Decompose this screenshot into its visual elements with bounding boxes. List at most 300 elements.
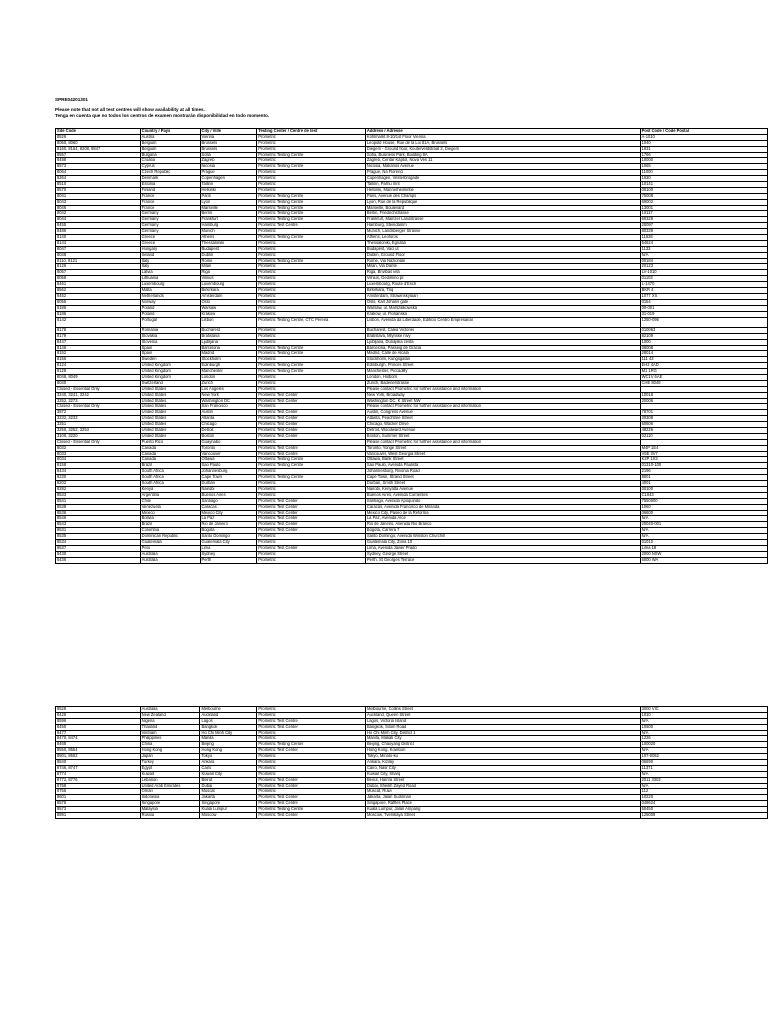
table-cell: 8156 [56, 357, 141, 363]
table-cell: United States [140, 416, 200, 422]
table-cell: Vilnius [200, 276, 257, 282]
table-cell: Prometric [257, 492, 366, 498]
table-cell: 7550000 [640, 498, 767, 504]
table-cell: Prometric [257, 481, 366, 487]
table-cell: 8064 [56, 170, 141, 176]
table-cell: Colombia [140, 528, 200, 534]
table-cell: 8550, 8554 [56, 748, 141, 754]
table-cell: 8461 [56, 282, 141, 288]
table-cell: Ottawa [200, 457, 257, 463]
table-cell: N/A [640, 783, 767, 789]
table-cell: Prometric [257, 339, 366, 345]
table-cell: Chicago, Wacker Drive [365, 422, 640, 428]
table-cell: United States [140, 410, 200, 416]
table-cell: 125009 [640, 813, 767, 819]
table-cell: Dublin [200, 252, 257, 258]
table-cell: 8230 [56, 475, 141, 481]
table-cell: Cape Town, Strand Street [365, 475, 640, 481]
table-cell: Auckland, Queen Street [365, 712, 640, 718]
table-cell: Rio de Janeiro, Avenida Rio Branco [365, 522, 640, 528]
table-cell: 20040-001 [640, 522, 767, 528]
table-cell: France [140, 199, 200, 205]
table-cell: Prometric Test Center [257, 428, 366, 434]
table-cell: Please contact Prometric for further assistance and information [365, 386, 640, 392]
table-cell: 8533 [56, 492, 141, 498]
table-cell: Prometric [257, 305, 366, 311]
table-cell: 8202 [56, 481, 141, 487]
table-cell: Prometric Testing Centre [257, 258, 366, 264]
table-cell: Dubai, Sheikh Zayed Road [365, 783, 640, 789]
table-cell: 20097 [640, 223, 767, 229]
table-cell: 8477 [56, 730, 141, 736]
table-cell: United Kingdom [140, 363, 200, 369]
table-cell: Croatia [140, 158, 200, 164]
table-cell: Cape Town [200, 475, 257, 481]
table-cell: Lyon, Rue de la Republique [365, 199, 640, 205]
table-cell: 8001 [640, 475, 767, 481]
table-cell: 78701 [640, 410, 767, 416]
table-cell: United Arab Emirates [140, 783, 200, 789]
table-cell: LV-1010 [640, 270, 767, 276]
table-cell: Cyprus [140, 164, 200, 170]
table-cell: 4001 [640, 481, 767, 487]
table-cell: Lagos [200, 718, 257, 724]
table-cell: Estonia [140, 182, 200, 188]
table-cell: 30308 [640, 416, 767, 422]
table-cell: 010063 [640, 327, 767, 333]
table-cell: Luxembourg, Route d'Esch [365, 282, 640, 288]
table-cell: 8042 [56, 211, 141, 217]
table-cell: 10117 [640, 211, 767, 217]
table-cell: London, Holborn [365, 375, 640, 381]
availability-note-es: Tenga en cuenta que no todos los centros de examen mostrarán disponibilidad en todo momento. [55, 113, 270, 118]
table-cell: United States [140, 433, 200, 439]
table-cell: Brazil [140, 522, 200, 528]
table-cell: United States [140, 422, 200, 428]
table-cell: Prometric [257, 557, 366, 563]
table-cell: Prometric Test Center [257, 813, 366, 819]
table-cell: United States [140, 386, 200, 392]
table-cell: Prometric Testing Centre [257, 457, 366, 463]
table-cell: Buenos Aires [200, 492, 257, 498]
table-cell: Lisbon [200, 317, 257, 327]
table-cell: 01310-100 [640, 463, 767, 469]
table-cell: Austria [140, 134, 200, 140]
table-cell: Ottawa, Bank Street [365, 457, 640, 463]
table-cell: Prometric Test Center [257, 392, 366, 398]
table-cell: Helsinki, Mannerheimintie [365, 187, 640, 193]
document-header [55, 97, 269, 119]
table-cell: France [140, 193, 200, 199]
table-cell: 8543 [56, 522, 141, 528]
column-header: Address / Adresse [365, 129, 640, 135]
table-cell: Muscat [200, 789, 257, 795]
table-cell: Puerto Rico [140, 439, 200, 445]
table-cell: Australia [140, 551, 200, 557]
table-cell: Prometric [257, 282, 366, 288]
table-cell: Zagreb, Centar Kaptol, Nova Ves 11 [365, 158, 640, 164]
table-cell: Venezuela [140, 504, 200, 510]
table-cell: 8043 [56, 199, 141, 205]
column-header: City / Ville [200, 129, 257, 135]
table-cell: 8146 [56, 345, 141, 351]
table-cell: Chile [140, 498, 200, 504]
table-cell: 60329 [640, 217, 767, 223]
table-cell: Bangkok, Silom Road [365, 724, 640, 730]
table-cell: Prometric Test Center [257, 777, 366, 783]
table-cell: Jakarta, Jalan Sudirman [365, 795, 640, 801]
table-cell: Prometric Test Center [257, 748, 366, 754]
table-cell: 8048 [56, 252, 141, 258]
table-cell: Switzerland [140, 380, 200, 386]
table-cell: Prometric [257, 712, 366, 718]
table-cell: Zagreb [200, 158, 257, 164]
table-cell: 8047 [56, 246, 141, 252]
table-cell: 3250, 3252, 3253 [56, 428, 141, 434]
table-cell: 8601 [56, 795, 141, 801]
table-cell: Prometric Test Center [257, 795, 366, 801]
table-cell: 1620 [640, 176, 767, 182]
table-cell: Caracas [200, 504, 257, 510]
table-cell: 8758 [56, 783, 141, 789]
table-cell: 00100 [640, 187, 767, 193]
table-cell: China [140, 742, 200, 748]
table-cell: 2011 3302 [640, 777, 767, 783]
table-cell: 048624 [640, 801, 767, 807]
table-cell: United States [140, 398, 200, 404]
table-cell: Prometric [257, 771, 366, 777]
table-cell: 8434 [56, 469, 141, 475]
table-cell: N/A [640, 748, 767, 754]
table-cell: Nicosia [200, 164, 257, 170]
table-cell: 8264 [56, 176, 141, 182]
table-cell: 10220 [640, 795, 767, 801]
table-cell: 1226 [640, 736, 767, 742]
table-cell: Austin, Congress Avenue [365, 410, 640, 416]
table-cell: Prometric [257, 240, 366, 246]
table-cell: 8573 [56, 164, 141, 170]
table-cell: Prometric [257, 754, 366, 760]
table-cell: 8452 [56, 293, 141, 299]
table-cell: Nicosia, Makarios Avenue [365, 164, 640, 170]
table-cell: 8486 [56, 229, 141, 235]
table-cell: New York, Broadway [365, 392, 640, 398]
table-cell: Sydney, George Street [365, 551, 640, 557]
table-cell: Prometric [257, 158, 366, 164]
table-cell: Manila, Makati City [365, 736, 640, 742]
table-cell: 8426 [56, 712, 141, 718]
table-cell: Germany [140, 229, 200, 235]
table-cell: Sofia [200, 152, 257, 158]
table-cell: Kuala Lumpur [200, 807, 257, 813]
table-cell: Prometric Testing Centre [257, 164, 366, 170]
table-cell: Rome, Via Nazionale [365, 258, 640, 264]
table-cell: 50450 [640, 807, 767, 813]
column-header: Testing Center / Centre de test [257, 129, 366, 135]
table-cell: 60606 [640, 422, 767, 428]
table-cell: Beirut [200, 777, 257, 783]
table-cell: Bratislava, Mlynske nivy [365, 333, 640, 339]
table-cell: Poland [140, 305, 200, 311]
table-cell: Prometric Testing Centre, CTC Pereira [257, 317, 366, 327]
table-cell: 8044 [56, 217, 141, 223]
table-cell: Rome [200, 258, 257, 264]
table-cell: Prometric [257, 439, 366, 445]
table-cell: Prometric [257, 386, 366, 392]
table-cell: Russia [140, 813, 200, 819]
table-cell: Leopold House, Rue de la Loi 81A, Brussels [365, 140, 640, 146]
table-cell: Turkey [140, 760, 200, 766]
table-cell: Boston [200, 433, 257, 439]
table-cell: La Paz [200, 516, 257, 522]
table-row [56, 813, 768, 819]
table-cell: Prague [200, 170, 257, 176]
table-cell: Germany [140, 217, 200, 223]
table-cell: Santiago [200, 498, 257, 504]
table-cell: Prometric [257, 551, 366, 557]
table-cell: 3240, 3241, 3242 [56, 392, 141, 398]
table-cell: 3251 [56, 422, 141, 428]
table-cell: Lima [200, 545, 257, 551]
table-cell: Tokyo, Minato-ku [365, 754, 640, 760]
table-cell: Prometric Test Center [257, 433, 366, 439]
table-cell: Italy [140, 264, 200, 270]
table-cell: Hong Kong [140, 748, 200, 754]
table-cell: Bulgaria [140, 152, 200, 158]
table-cell: Sydney [200, 551, 257, 557]
table-cell: Durban, Smith Street [365, 481, 640, 487]
table-cell: Copenhagen, Vesterbrogade [365, 176, 640, 182]
table-cell: 10500 [640, 724, 767, 730]
table-cell: 20006 [640, 398, 767, 404]
table-cell: Prometric [257, 730, 366, 736]
table-cell: 54624 [640, 240, 767, 246]
table-cell: Nairobi, Kenyatta Avenue [365, 486, 640, 492]
table-cell: 06600 [640, 510, 767, 516]
table-cell: 02110 [640, 433, 767, 439]
table-cell: Zurich [200, 380, 257, 386]
table-cell: 8541 [56, 498, 141, 504]
table-cell: 00100 [640, 486, 767, 492]
table-cell: Brussels [200, 140, 257, 146]
table-cell: Prometric Test Centre [257, 451, 366, 457]
table-cell: 1040 [640, 140, 767, 146]
table-cell: Prometric Test Center [257, 416, 366, 422]
table-cell: 8057 [56, 270, 141, 276]
table-cell: Durban [200, 481, 257, 487]
table-cell: 8531 [56, 528, 141, 534]
table-cell: Closed - Essential Only [56, 404, 141, 410]
table-cell: 8046 [56, 205, 141, 211]
table-cell: Milan, Via Dante [365, 264, 640, 270]
table-cell: Kenya [140, 486, 200, 492]
table-cell: 8575 [56, 801, 141, 807]
table-cell: Kuala Lumpur, Jalan Ampang [365, 807, 640, 813]
table-cell: Kohlmarkt 8-10/1st Floor Vienna [365, 134, 640, 140]
table-cell: Please contact Prometric for further assistance and information [365, 404, 640, 410]
table-cell: Riga [200, 270, 257, 276]
table-cell: 1010 [640, 712, 767, 718]
table-cell: Brussels [200, 146, 257, 152]
table-cell: Riga, Brivibas iela [365, 270, 640, 276]
test-centres-table [55, 128, 768, 564]
table-cell: 11526 [640, 235, 767, 241]
table-cell: Canada [140, 451, 200, 457]
table-cell: Vancouver, West Georgia Street [365, 451, 640, 457]
table-cell: 8033 [56, 451, 141, 457]
table-cell: 111 43 [640, 357, 767, 363]
table-cell: V6E 3V7 [640, 451, 767, 457]
table-cell: 8142 [56, 317, 141, 327]
table-cell: 1077 XX [640, 293, 767, 299]
table-cell: Prometric [257, 789, 366, 795]
table-cell: 8055 [56, 299, 141, 305]
table-cell: 8041 [56, 193, 141, 199]
table-cell: 8126 [56, 264, 141, 270]
table-cell: Berlin, Friedrichstrasse [365, 211, 640, 217]
table-cell: Czech Republic [140, 170, 200, 176]
table-cell: Melbourne, Collins Street [365, 707, 640, 713]
table-cell: Boston, Summer Street [365, 433, 640, 439]
table-cell: 8140 [56, 235, 141, 241]
table-cell: 3252, 3273 [56, 398, 141, 404]
table-cell: 31-019 [640, 311, 767, 317]
table-cell: Egypt [140, 765, 200, 771]
table-cell: Prometric [257, 140, 366, 146]
table-cell: Prometric [257, 357, 366, 363]
table-cell: Ankara [200, 760, 257, 766]
table-cell: 82109 [640, 333, 767, 339]
table-cell: 8034 [56, 457, 141, 463]
table-cell: Beijing, Chaoyang District [365, 742, 640, 748]
table-cell: N/A [640, 771, 767, 777]
table-cell: 00184 [640, 258, 767, 264]
table-cell: Johannesburg [200, 469, 257, 475]
table-cell: Prometric [257, 469, 366, 475]
table-cell: Slovakia [140, 333, 200, 339]
table-cell: Budapest [200, 246, 257, 252]
table-cell: Prometric Test Center [257, 510, 366, 516]
table-cell: Prometric [257, 288, 366, 294]
table-cell: 8470, 8474 [56, 736, 141, 742]
table-cell: Melbourne [200, 707, 257, 713]
table-cell: 8058 [56, 276, 141, 282]
table-cell: Prometric Test Center [257, 783, 366, 789]
table-cell: Cairo [200, 765, 257, 771]
table-cell: 8538 [56, 504, 141, 510]
table-cell: 75008 [640, 193, 767, 199]
table-cell: M1 1RG [640, 369, 767, 375]
table-cell: Prometric Test Centre [257, 718, 366, 724]
table-cell: 1250-096 [640, 317, 767, 327]
table-cell: 8774 [56, 771, 141, 777]
table-cell: Vietnam [140, 730, 200, 736]
table-cell: Lisbon, Avenida da Liberdade, Edificio Centro Empresarial [365, 317, 640, 327]
table-cell: Prometric [257, 539, 366, 545]
table-cell: 8510 [56, 182, 141, 188]
table-cell: Prometric Test Center [257, 398, 366, 404]
table-cell: Singapore [200, 801, 257, 807]
table-cell: Ho Chi Minh City, District 1 [365, 730, 640, 736]
table-cell: 8535 [56, 534, 141, 540]
table-cell: Prometric Testing Centre [257, 205, 366, 211]
table-cell: Slovenia [140, 339, 200, 345]
table-cell: Luxembourg [200, 282, 257, 288]
table-cell: Austin [200, 410, 257, 416]
table-cell: Poland [140, 311, 200, 317]
table-cell: Vilnius, Gedimino pr. [365, 276, 640, 282]
table-row [56, 317, 768, 327]
table-cell: Belgium [140, 146, 200, 152]
table-cell: Amsterdam [200, 293, 257, 299]
table-cell: 11371 [640, 765, 767, 771]
table-cell: Closed - Essential Only [56, 386, 141, 392]
table-cell: 0154 [640, 299, 767, 305]
table-cell: 10141 [640, 182, 767, 188]
table-cell: South Africa [140, 481, 200, 487]
table-cell: EH2 4AD [640, 363, 767, 369]
table-cell: Luxembourg [140, 282, 200, 288]
table-cell: San Francisco [200, 404, 257, 410]
table-cell: Detroit [200, 428, 257, 434]
table-cell: 8128 [56, 369, 141, 375]
table-cell: Brazil [140, 463, 200, 469]
table-cell: Milan [200, 264, 257, 270]
table-cell: N/A [640, 534, 767, 540]
table-cell: 10000 [640, 158, 767, 164]
column-header: Site Code [56, 129, 141, 135]
table-cell: Prometric [257, 176, 366, 182]
table-cell: 10018 [640, 392, 767, 398]
table-cell: Thessaloniki [200, 240, 257, 246]
table-cell: 8488 [56, 158, 141, 164]
table-cell: United States [140, 392, 200, 398]
table-cell: United Kingdom [140, 369, 200, 375]
table-cell: 8179 [56, 333, 141, 339]
table-cell: 1065 [640, 164, 767, 170]
table-cell: N/A [640, 528, 767, 534]
table-cell: 8110, 8121 [56, 258, 141, 264]
table-cell: Thessaloniki, Egnatia [365, 240, 640, 246]
table-cell: 8526 [56, 134, 141, 140]
table-cell: Prometric Testing Centre [257, 152, 366, 158]
table-cell: Prometric [257, 182, 366, 188]
table-cell: Oman [140, 789, 200, 795]
table-cell: Paris, Avenue des Champs [365, 193, 640, 199]
table-cell: 11000 [640, 170, 767, 176]
table-cell: 8048, 8049 [56, 375, 141, 381]
table-cell: 69002 [640, 199, 767, 205]
table-cell: Budapest, Vaci ut [365, 246, 640, 252]
table-cell: Munich, Landsberger Strasse [365, 229, 640, 235]
table-cell: La Paz, Avenida Arce [365, 516, 640, 522]
table-cell: Detroit, Woodward Avenue [365, 428, 640, 434]
table-cell: Prometric Testing Centre [257, 235, 366, 241]
table-cell: Prometric Testing Centre [257, 351, 366, 357]
table-cell: Greece [140, 235, 200, 241]
table-cell: Oslo [200, 299, 257, 305]
table-cell: Warsaw, ul. Marszalkowska [365, 305, 640, 311]
table-cell: Hamburg, Steindamm [365, 223, 640, 229]
table-cell: Prometric Testing Centre [257, 211, 366, 217]
table-cell: Prometric Testing Centre [257, 217, 366, 223]
table-cell: Latvia [140, 270, 200, 276]
table-cell: 8536 [56, 510, 141, 516]
table-cell: Guatemala City [200, 539, 257, 545]
table-cell: Madrid, Calle de Alcala [365, 351, 640, 357]
table-cell: Krakow [200, 311, 257, 317]
table-cell: 8186 [56, 311, 141, 317]
